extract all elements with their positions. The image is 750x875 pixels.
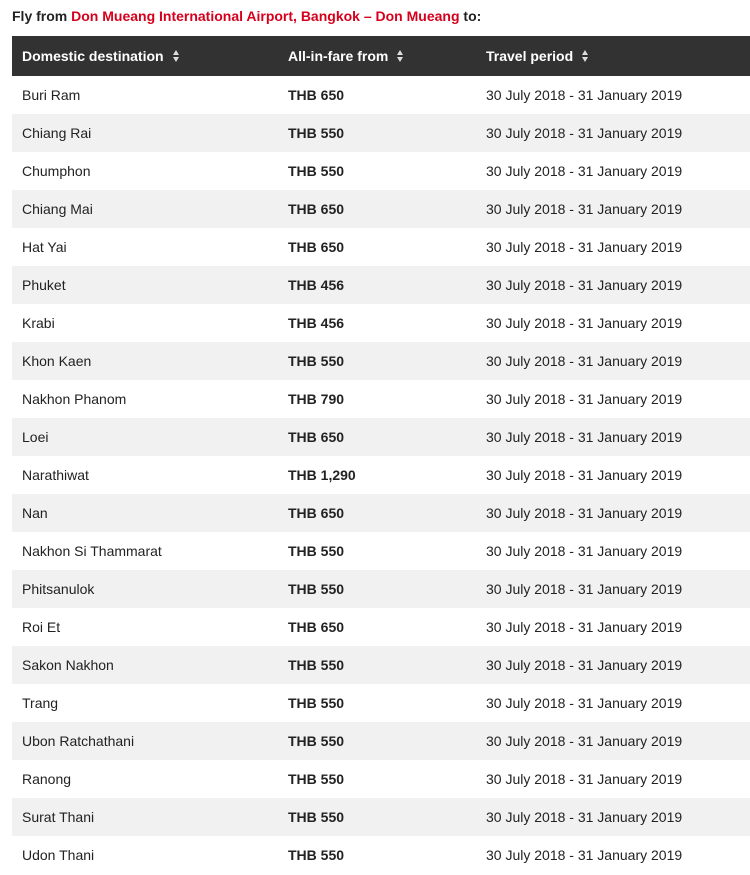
table-row — [12, 418, 750, 456]
period-cell: 30 July 2018 - 31 January 2019 — [486, 125, 683, 141]
period-cell: 30 July 2018 - 31 January 2019 — [486, 505, 683, 521]
fare-cell: THB 650 — [288, 505, 345, 521]
heading-prefix: Fly from — [12, 8, 72, 24]
table-row — [12, 646, 750, 684]
period-cell: 30 July 2018 - 31 January 2019 — [486, 315, 683, 331]
fare-cell: THB 790 — [288, 391, 345, 407]
fare-cell: THB 1,290 — [288, 467, 356, 483]
sort-icon[interactable] — [173, 49, 180, 63]
destination-cell: Nan — [22, 505, 48, 521]
destination-cell: Chiang Mai — [22, 201, 93, 217]
destination-cell: Trang — [22, 695, 59, 711]
period-cell: 30 July 2018 - 31 January 2019 — [486, 543, 683, 559]
period-cell: 30 July 2018 - 31 January 2019 — [486, 695, 683, 711]
destination-cell: Phitsanulok — [22, 581, 95, 597]
destination-cell: Chiang Rai — [22, 125, 92, 141]
fare-cell: THB 550 — [288, 695, 345, 711]
destination-cell: Khon Kaen — [22, 353, 92, 369]
period-cell: 30 July 2018 - 31 January 2019 — [486, 277, 683, 293]
table-row — [12, 608, 750, 646]
period-cell: 30 July 2018 - 31 January 2019 — [486, 467, 683, 483]
period-cell: 30 July 2018 - 31 January 2019 — [486, 239, 683, 255]
destination-cell: Loei — [22, 429, 49, 445]
fare-cell: THB 550 — [288, 581, 345, 597]
period-cell: 30 July 2018 - 31 January 2019 — [486, 619, 683, 635]
table-row — [12, 152, 750, 190]
period-cell: 30 July 2018 - 31 January 2019 — [486, 353, 683, 369]
column-header-label: Domestic destination — [22, 48, 164, 64]
period-cell: 30 July 2018 - 31 January 2019 — [486, 391, 683, 407]
table-body — [12, 76, 750, 874]
fare-cell: THB 650 — [288, 619, 345, 635]
column-header-label: Travel period — [486, 48, 574, 64]
heading-suffix: to: — [459, 8, 482, 24]
fare-cell: THB 550 — [288, 163, 345, 179]
destination-cell: Narathiwat — [22, 467, 89, 483]
table-row — [12, 228, 750, 266]
table-header — [12, 36, 750, 76]
period-cell: 30 July 2018 - 31 January 2019 — [486, 581, 683, 597]
column-header-label: All-in-fare from — [288, 48, 389, 64]
sort-icon[interactable] — [582, 49, 589, 63]
fare-cell: THB 650 — [288, 201, 345, 217]
table-row — [12, 76, 750, 114]
period-cell: 30 July 2018 - 31 January 2019 — [486, 733, 683, 749]
fare-cell: THB 550 — [288, 543, 345, 559]
fare-cell: THB 550 — [288, 771, 345, 787]
sort-icon[interactable] — [397, 49, 404, 63]
period-cell: 30 July 2018 - 31 January 2019 — [486, 657, 683, 673]
table-row — [12, 798, 750, 836]
destination-cell: Ranong — [22, 771, 72, 787]
table-row — [12, 342, 750, 380]
table-row — [12, 532, 750, 570]
period-cell: 30 July 2018 - 31 January 2019 — [486, 809, 683, 825]
origin-airport: Don Mueang International Airport, Bangkok – Don Mueang — [71, 8, 460, 24]
period-cell: 30 July 2018 - 31 January 2019 — [486, 429, 683, 445]
column-header-destination[interactable] — [22, 36, 180, 76]
table-row — [12, 114, 750, 152]
page-heading — [12, 6, 481, 26]
destination-cell: Nakhon Phanom — [22, 391, 127, 407]
table-row — [12, 266, 750, 304]
fare-cell: THB 550 — [288, 125, 345, 141]
column-header-fare[interactable] — [288, 36, 404, 76]
table-row — [12, 380, 750, 418]
period-cell: 30 July 2018 - 31 January 2019 — [486, 163, 683, 179]
period-cell: 30 July 2018 - 31 January 2019 — [486, 847, 683, 863]
table-row — [12, 836, 750, 874]
fare-cell: THB 650 — [288, 429, 345, 445]
table-row — [12, 570, 750, 608]
table-row — [12, 722, 750, 760]
destination-cell: Chumphon — [22, 163, 91, 179]
period-cell: 30 July 2018 - 31 January 2019 — [486, 201, 683, 217]
fares-table — [12, 36, 750, 874]
destination-cell: Hat Yai — [22, 239, 67, 255]
destination-cell: Udon Thani — [22, 847, 95, 863]
fare-cell: THB 550 — [288, 809, 345, 825]
table-row — [12, 456, 750, 494]
table-row — [12, 304, 750, 342]
destination-cell: Ubon Ratchathani — [22, 733, 135, 749]
destination-cell: Surat Thani — [22, 809, 95, 825]
destination-cell: Phuket — [22, 277, 66, 293]
table-row — [12, 684, 750, 722]
fare-cell: THB 550 — [288, 657, 345, 673]
table-row — [12, 190, 750, 228]
period-cell: 30 July 2018 - 31 January 2019 — [486, 87, 683, 103]
fare-cell: THB 550 — [288, 733, 345, 749]
fare-cell: THB 456 — [288, 277, 345, 293]
fare-cell: THB 650 — [288, 87, 345, 103]
table-row — [12, 494, 750, 532]
fare-cell: THB 650 — [288, 239, 345, 255]
fare-cell: THB 550 — [288, 353, 345, 369]
destination-cell: Roi Et — [22, 619, 61, 635]
destination-cell: Sakon Nakhon — [22, 657, 114, 673]
fare-cell: THB 456 — [288, 315, 345, 331]
period-cell: 30 July 2018 - 31 January 2019 — [486, 771, 683, 787]
fare-cell: THB 550 — [288, 847, 345, 863]
column-header-period[interactable] — [486, 36, 589, 76]
table-row — [12, 760, 750, 798]
destination-cell: Buri Ram — [22, 87, 81, 103]
destination-cell: Krabi — [22, 315, 55, 331]
destination-cell: Nakhon Si Thammarat — [22, 543, 162, 559]
